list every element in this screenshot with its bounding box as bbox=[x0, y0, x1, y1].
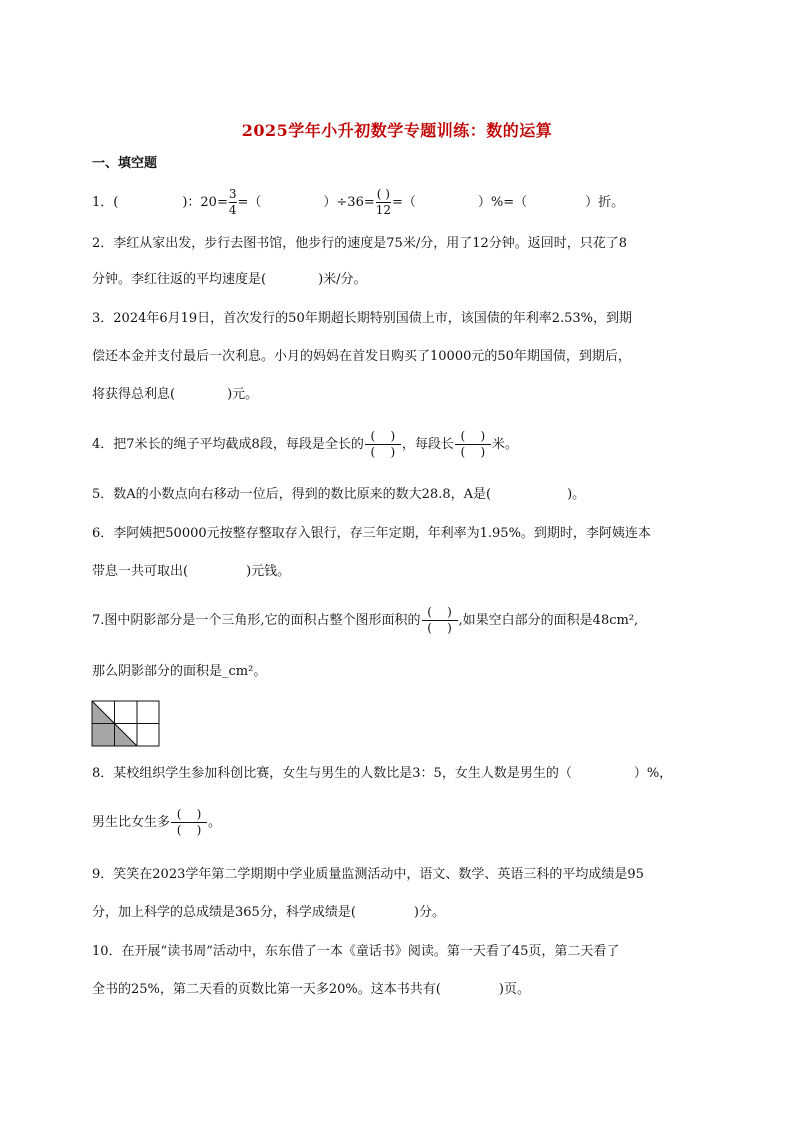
page-title: 2025学年小升初数学专题训练：数的运算 bbox=[241, 121, 553, 140]
blank-fraction[interactable]: $\frac{( )}{( )}$ bbox=[365, 430, 401, 459]
question-4: 4．把7米长的绳子平均截成8段，每段是全长的 $\frac{( )}{( )}$ ，每段长 $\frac{( )}{( )}$ 米。 bbox=[92, 429, 518, 459]
question-3-line-3: 将获得总利息( )元。 bbox=[92, 387, 259, 402]
question-7-line-1: 7.图中阴影部分是一个三角形,它的面积占整个图形面积的 $\frac{( )}{( )}$ ,如果空白部分的面积是48cm², bbox=[92, 605, 639, 635]
question-9-line-2: 分，加上科学的总成绩是365分，科学成绩是( )分。 bbox=[92, 905, 445, 920]
grid-figure bbox=[91, 700, 161, 748]
question-6-line-2: 带息一共可取出( )元钱。 bbox=[92, 564, 291, 579]
question-7-line-2: 那么阴影部分的面积是_cm²。 bbox=[92, 664, 267, 679]
question-10-line-1: 10．在开展“读书周”活动中，东东借了一本《童话书》阅读。第一天看了45页，第二天看了 bbox=[92, 944, 620, 959]
question-3-line-1: 3．2024年6月19日，首次发行的50年期超长期特别国债上市，该国债的年利率2.53%，到期 bbox=[92, 311, 633, 326]
question-8-line-2: 男生比女生多 $\frac{( )}{( )}$ 。 bbox=[92, 807, 222, 837]
blank-fraction[interactable]: $\frac{( )}{( )}$ bbox=[422, 606, 458, 635]
question-5: 5．数A的小数点向右移动一位后，得到的数比原来的数大28.8，A是( )。 bbox=[92, 487, 586, 502]
question-2-line-2: 分钟。李红往返的平均速度是( )米/分。 bbox=[92, 272, 367, 287]
section-heading: 一、填空题 bbox=[92, 156, 158, 171]
question-2-line-1: 2．李红从家出发，步行去图书馆，他步行的速度是75米/分，用了12分钟。返回时，只花了8 bbox=[92, 236, 628, 251]
question-3-line-2: 偿还本金并支付最后一次利息。小月的妈妈在首发日购买了10000元的50年期国债，到期后， bbox=[92, 349, 631, 364]
blank-fraction[interactable]: $\frac{( )}{( )}$ bbox=[455, 430, 491, 459]
fraction-over-12: $\frac{( )}{12}$ bbox=[375, 187, 392, 217]
question-10-line-2: 全书的25%，第二天看的页数比第一天多20%。这本书共有( )页。 bbox=[92, 982, 530, 997]
question-1: 1．( )：20= $\frac{3}{4}$ =（ ）÷36= $\frac{( )}{12}$ =（ ）%=（ ）折。 bbox=[92, 187, 625, 217]
question-8-line-1: 8．某校组织学生参加科创比赛，女生与男生的人数比是3：5，女生人数是男生的（ ）%， bbox=[92, 766, 673, 781]
question-9-line-1: 9．笑笑在2023学年第二学期期中学业质量监测活动中，语文、数学、英语三科的平均成绩是95 bbox=[92, 867, 644, 882]
question-6-line-1: 6．李阿姨把50000元按整存整取存入银行，存三年定期，年利率为1.95%。到期时，李阿姨连本 bbox=[92, 526, 651, 541]
fraction-three-quarters: $\frac{3}{4}$ bbox=[228, 187, 237, 217]
blank-fraction[interactable]: $\frac{( )}{( )}$ bbox=[171, 808, 207, 837]
